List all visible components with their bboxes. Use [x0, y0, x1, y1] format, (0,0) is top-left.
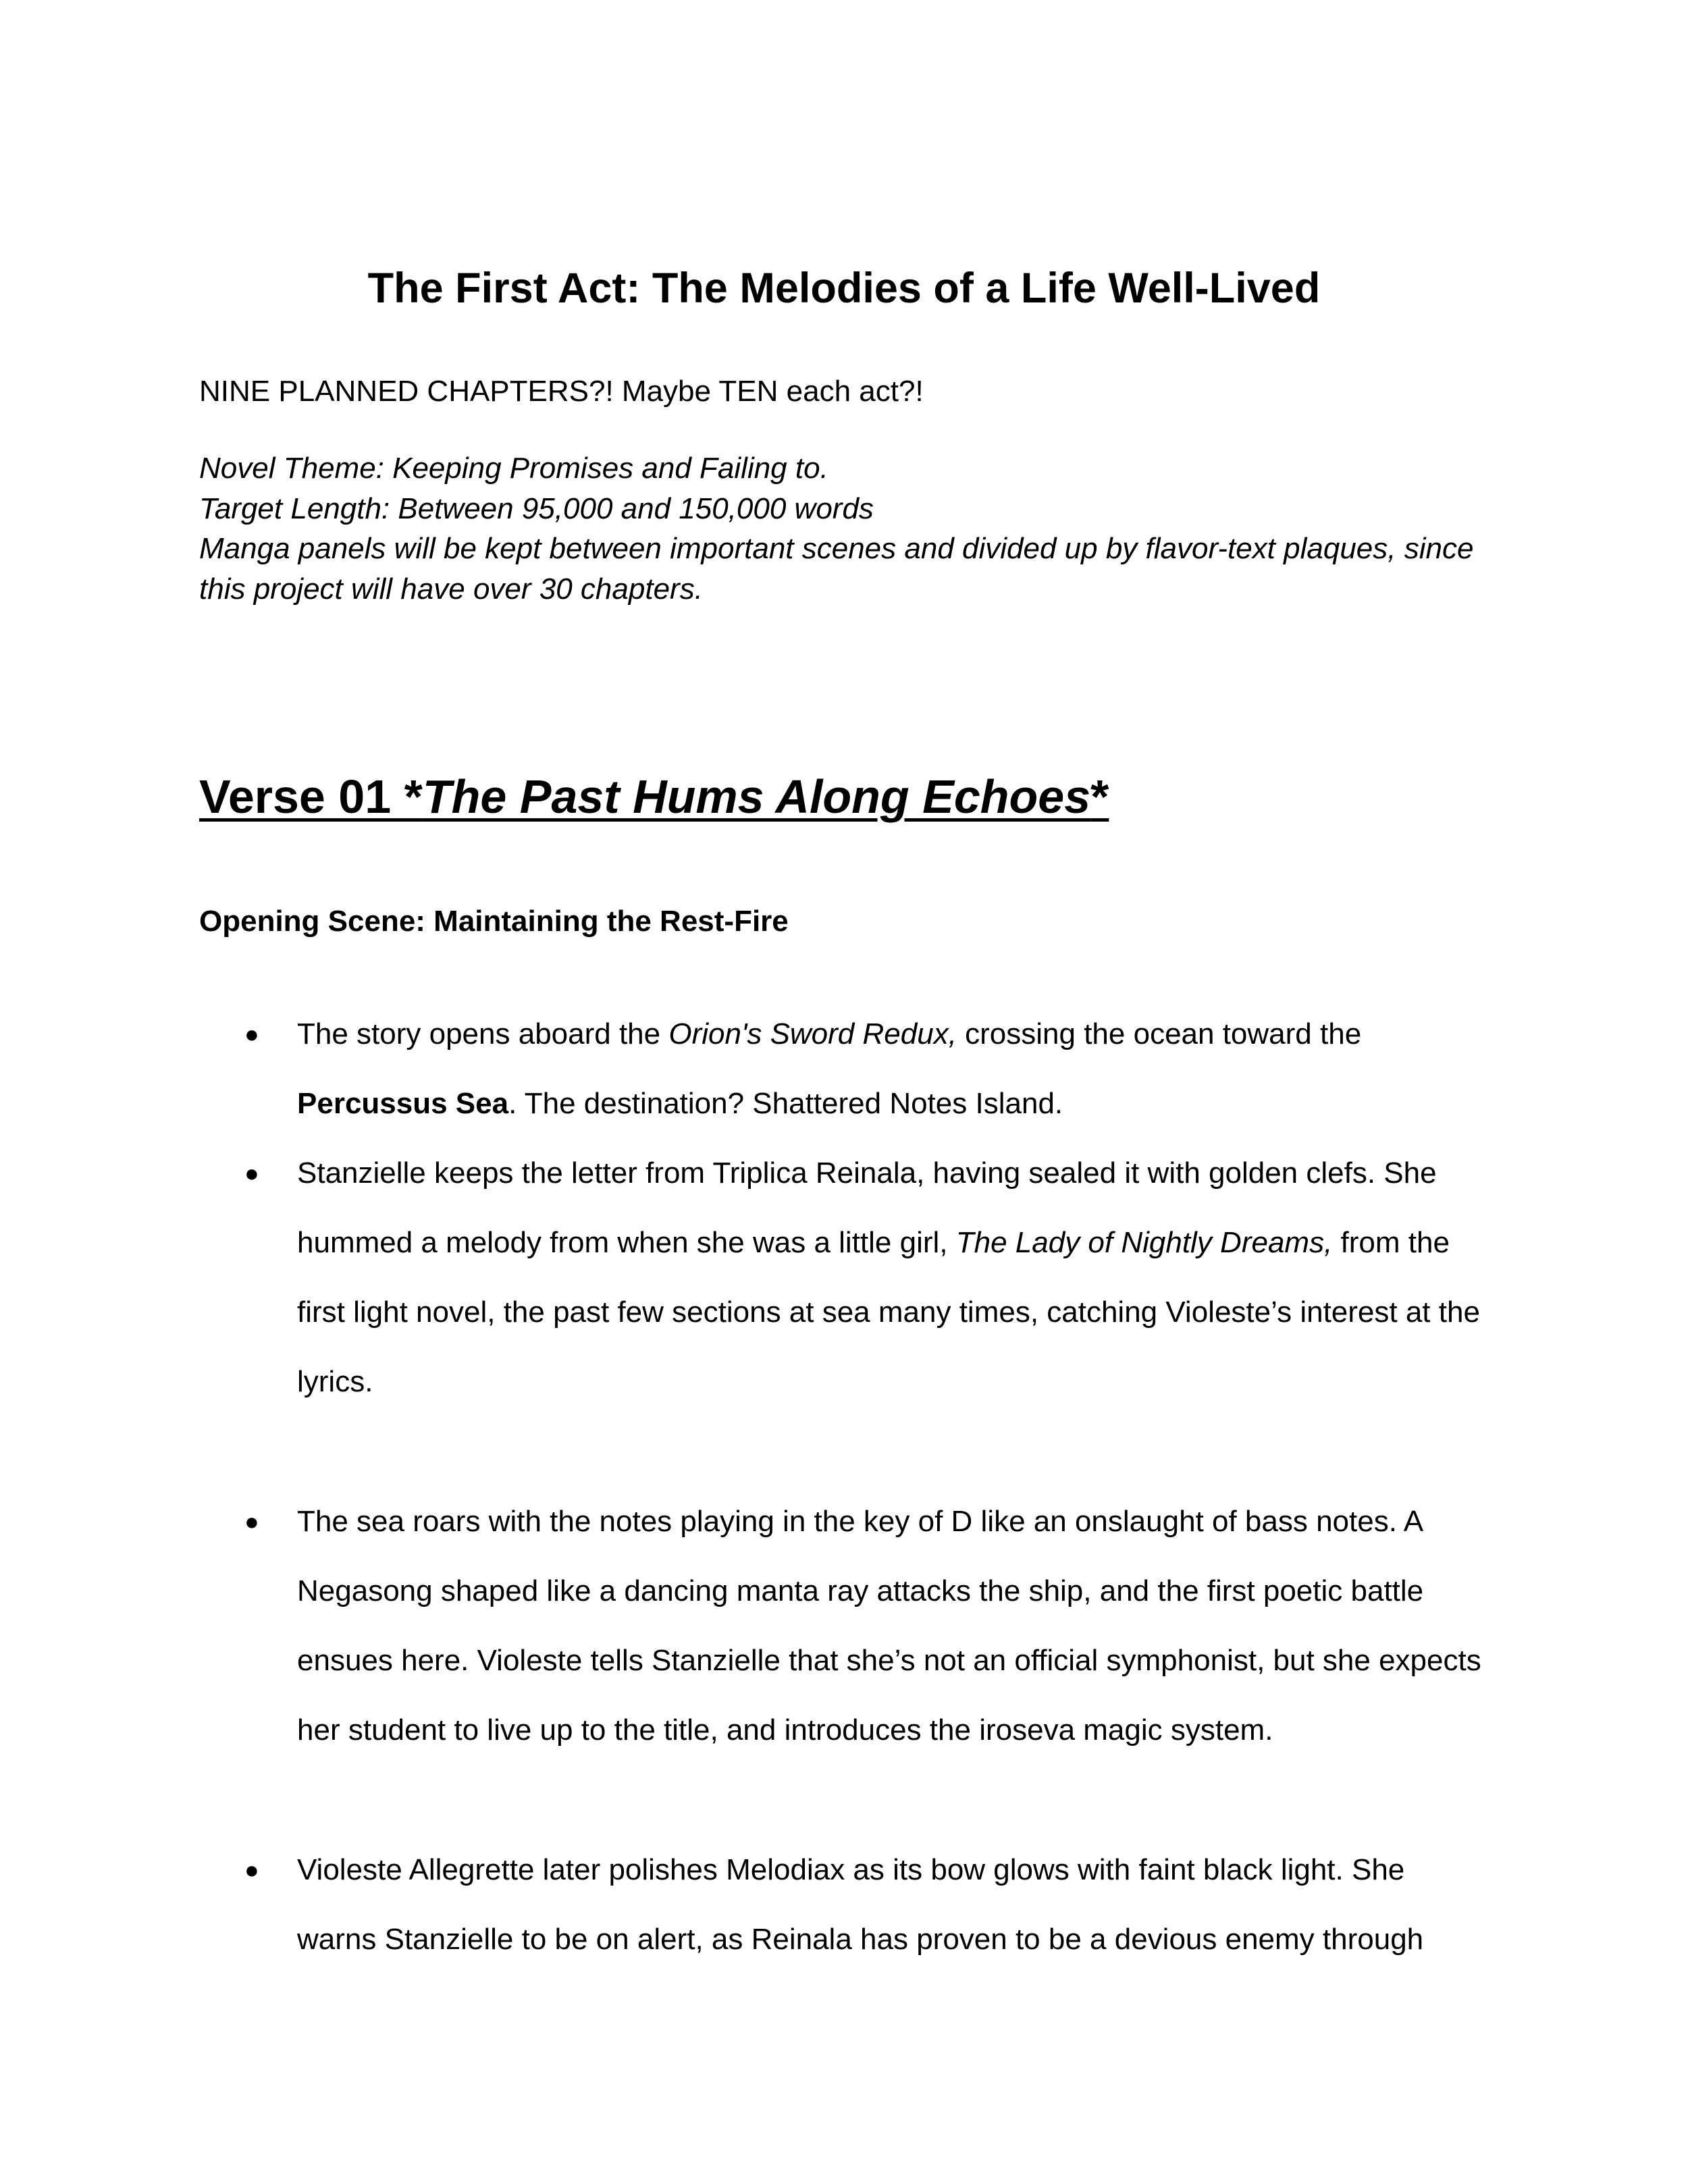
bullet-text: Violeste Allegrette later polishes Melodiax as its bow glows with faint black light. She warns Stanzielle to be on alert, as Reinala has proven to be a devious enemy through: [297, 1853, 1424, 1956]
document-title: The First Act: The Melodies of a Life Well-Lived: [367, 265, 1321, 312]
novel-meta-block: [199, 448, 1516, 609]
bullet-icon: ●: [244, 1508, 259, 1535]
bullet-icon: ●: [244, 1159, 259, 1187]
bullet-text: The story opens aboard the Orion's Sword Redux, crossing the ocean toward the Percussus Sea. The destination? Shattered Notes Island.: [297, 1017, 1362, 1120]
song-title: The Lady of Nightly Dreams,: [955, 1226, 1333, 1259]
bullet-icon: ●: [244, 1020, 259, 1048]
verse-heading: [199, 756, 1109, 837]
verse-number: Verse 01 *: [199, 770, 423, 823]
bullet-icon: ●: [244, 1856, 259, 1884]
ship-name: Orion's Sword Redux,: [668, 1017, 957, 1050]
sea-name: Percussus Sea: [297, 1087, 509, 1120]
bullet-text: Stanzielle keeps the letter from Triplica Reinala, having sealed it with golden clefs. She hummed a melody from when she was a little girl, The Lady of Nightly Dreams, from the first light novel, the past few sections at sea many times, catching Violeste’s interest at the lyrics.: [297, 1156, 1480, 1398]
verse-suffix: *: [1090, 770, 1109, 823]
verse-title: The Past Hums Along Echoes: [422, 770, 1091, 823]
scene-heading: Opening Scene: Maintaining the Rest-Fire: [199, 905, 789, 938]
planning-note: NINE PLANNED CHAPTERS?! Maybe TEN each act?!: [199, 375, 924, 408]
bullet-text: The sea roars with the notes playing in the key of D like an onslaught of bass notes. A Negasong shaped like a dancing manta ray attacks the ship, and the first poetic battle ensues here. Violeste tells Stanzielle that she’s not an official symphonist, but she expects her student to live up to the title, and introduces the iroseva magic system.: [297, 1505, 1481, 1747]
manga-panels-note: Manga panels will be kept between important scenes and divided up by flavor-text plaques, since this project will have over 30 chapters.: [199, 532, 1474, 606]
novel-theme: Novel Theme: Keeping Promises and Failing to.: [199, 452, 828, 485]
target-length: Target Length: Between 95,000 and 150,000 words: [199, 491, 874, 525]
